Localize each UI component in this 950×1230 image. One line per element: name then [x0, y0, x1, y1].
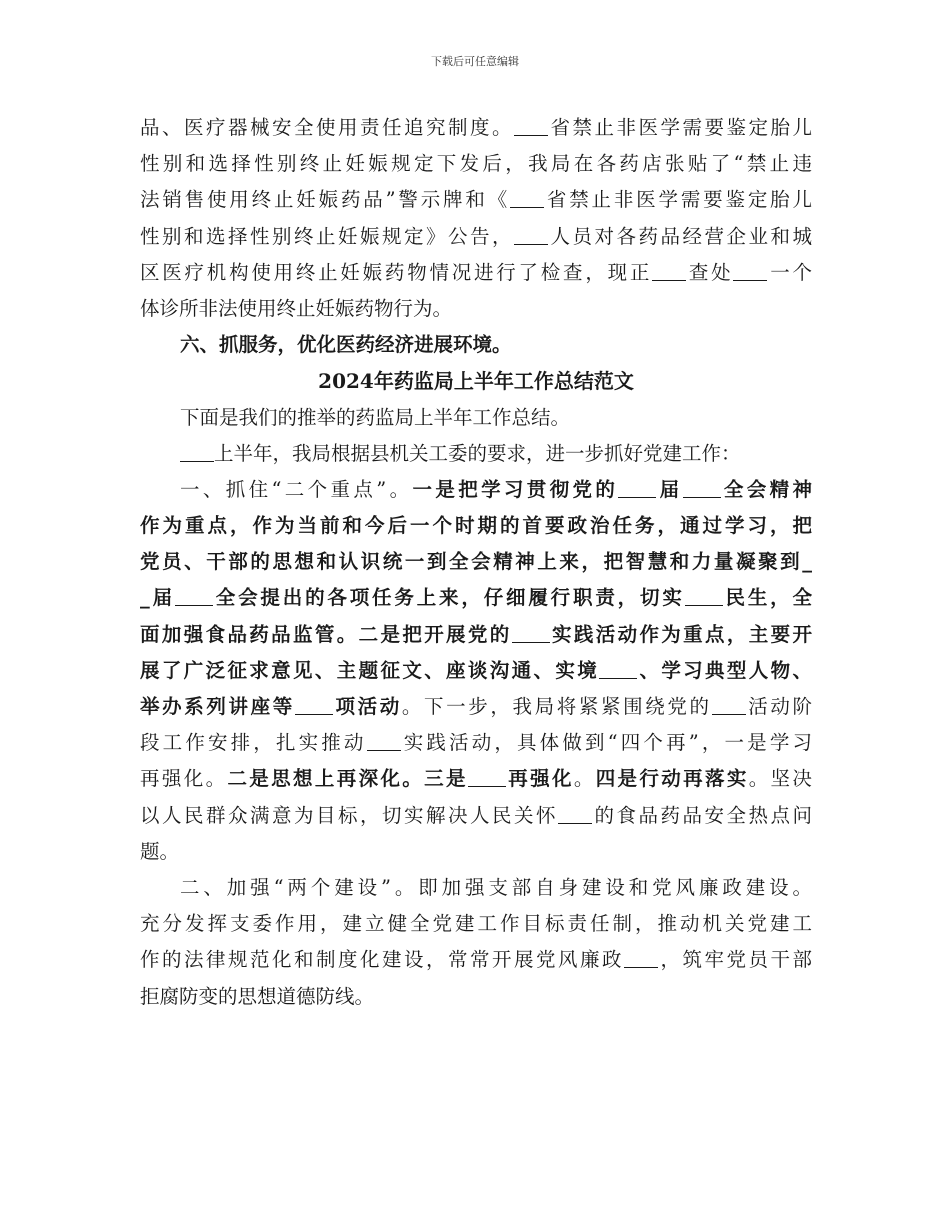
document-title [140, 363, 812, 399]
text-line [140, 653, 812, 689]
text-segment: 项活动 [332, 695, 402, 718]
text-segment: 展了广泛征求意见、主题征文、座谈沟通、实境 [140, 658, 600, 682]
fill-in-blank [514, 228, 548, 245]
text-segment: 。坚决 [748, 767, 812, 791]
text-segment: 六、抓服务，优化医药经济进展环境。 [180, 333, 512, 357]
text-line [140, 906, 812, 942]
text-segment: 体诊所非法使用终止妊娠药物行为。 [140, 296, 453, 320]
fill-in-blank [514, 119, 548, 136]
page-header: 下载后可任意编辑 [431, 55, 519, 68]
text-line [140, 834, 812, 870]
text-segment: 省禁止非医学需要鉴定胎儿 [547, 116, 812, 139]
text-segment: 四是行动再落实 [595, 767, 749, 791]
text-line [140, 798, 812, 834]
text-segment: 性别和选择性别终止妊娠规定下发后，我局在各药店张贴了“禁止违 [140, 152, 812, 176]
text-segment: 一个 [767, 260, 812, 284]
text-line [140, 219, 812, 255]
text-segment: 题。 [140, 839, 180, 863]
fill-in-blank [599, 662, 637, 679]
fill-in-blank [558, 807, 592, 824]
text-line [140, 870, 812, 906]
text-segment: 一是把学习贯彻党的 [412, 477, 619, 501]
text-segment: 以人民群众满意为目标，切实解决人民关怀 [140, 803, 558, 827]
text-line [140, 979, 812, 1015]
text-segment: 2024年药监局上半年工作总结范文 [318, 369, 634, 394]
text-segment: 一、抓住“二个重点”。 [180, 477, 413, 501]
text-line [140, 436, 812, 472]
text-segment: 届 [656, 477, 683, 501]
text-segment: 再强化。 [140, 767, 228, 791]
text-line [140, 255, 812, 291]
fill-in-blank [712, 698, 746, 715]
text-segment: 法销售使用终止妊娠药品”警示牌和《 [140, 188, 511, 212]
text-segment: _届 [140, 586, 175, 610]
text-line [140, 400, 812, 436]
text-segment: 上半年，我局根据县机关工委的要求，进一步抓好党建工作： [214, 441, 741, 465]
text-segment: 举办系列讲座等 [140, 695, 295, 718]
text-segment: 下面是我们的推举的药监局上半年工作总结。 [180, 405, 571, 429]
text-segment: 拒腐防变的思想道德防线。 [140, 984, 375, 1008]
text-line [140, 182, 812, 218]
text-segment: 段工作安排，扎实推动 [140, 731, 367, 755]
document-body [140, 110, 812, 1015]
text-segment: 民生，全 [722, 586, 812, 610]
text-line [140, 725, 812, 761]
text-segment: 全会精神 [720, 477, 812, 501]
text-line [140, 942, 812, 978]
fill-in-blank [180, 445, 214, 462]
text-line [140, 472, 812, 508]
text-segment: 活动阶 [745, 695, 812, 718]
text-segment: 再强化 [505, 767, 574, 791]
fill-in-blank [295, 698, 333, 715]
fill-in-blank [733, 264, 767, 281]
text-segment: 作为重点，作为当前和今后一个时期的首要政治任务，通过学习，把 [140, 514, 812, 538]
text-line [140, 544, 812, 580]
text-segment: 品、医疗器械安全使用责任追究制度。 [140, 116, 514, 139]
fill-in-blank [468, 770, 506, 787]
text-line [140, 327, 812, 363]
text-segment: 区医疗机构使用终止妊娠药物情况进行了检查，现正 [140, 260, 653, 284]
text-line [140, 508, 812, 544]
text-line [140, 761, 812, 797]
text-segment: 。 [573, 767, 596, 791]
fill-in-blank [618, 481, 656, 498]
text-line [140, 617, 812, 653]
text-segment: 性别和选择性别终止妊娠规定》公告， [140, 224, 514, 248]
fill-in-blank [510, 191, 544, 208]
text-segment: 的食品药品安全热点问 [591, 803, 812, 827]
text-line [140, 110, 812, 146]
text-segment: 二是思想上再深化。三是 [227, 767, 468, 791]
fill-in-blank [683, 481, 721, 498]
text-segment: 省禁止非医学需要鉴定胎儿 [544, 188, 812, 212]
text-segment: 人员对各药品经营企业和城 [547, 224, 812, 248]
fill-in-blank [367, 734, 401, 751]
fill-in-blank [685, 589, 723, 606]
text-segment: 二、加强“两个建设”。即加强支部自身建设和党风廉政建设。 [180, 875, 812, 899]
fill-in-blank [652, 264, 686, 281]
text-line [140, 580, 812, 616]
text-segment: 。下一步，我局将紧紧围绕党的 [401, 695, 712, 718]
fill-in-blank [624, 951, 658, 968]
text-segment: 、学习典型人物、 [637, 658, 812, 682]
text-segment: 查处 [686, 260, 734, 284]
text-segment: 党员、干部的思想和认识统一到全会精神上来，把智慧和力量凝聚到_ [140, 550, 812, 574]
text-segment: 实践活动作为重点，主要开 [549, 622, 812, 646]
text-segment: 充分发挥支委作用，建立健全党建工作目标责任制，推动机关党建工 [140, 912, 812, 936]
text-segment: ，筑牢党员干部 [657, 948, 812, 972]
text-line [140, 689, 812, 725]
text-segment: 全会提出的各项任务上来，仔细履行职责，切实 [212, 586, 685, 610]
text-segment: 实践活动，具体做到“四个再”，一是学习 [400, 731, 812, 755]
text-line [140, 146, 812, 182]
text-segment: 作的法律规范化和制度化建设，常常开展党风廉政 [140, 948, 624, 972]
text-line [140, 291, 812, 327]
fill-in-blank [175, 589, 213, 606]
text-segment: 面加强食品药品监管。二是把开展党的 [140, 622, 512, 646]
fill-in-blank [512, 626, 550, 643]
